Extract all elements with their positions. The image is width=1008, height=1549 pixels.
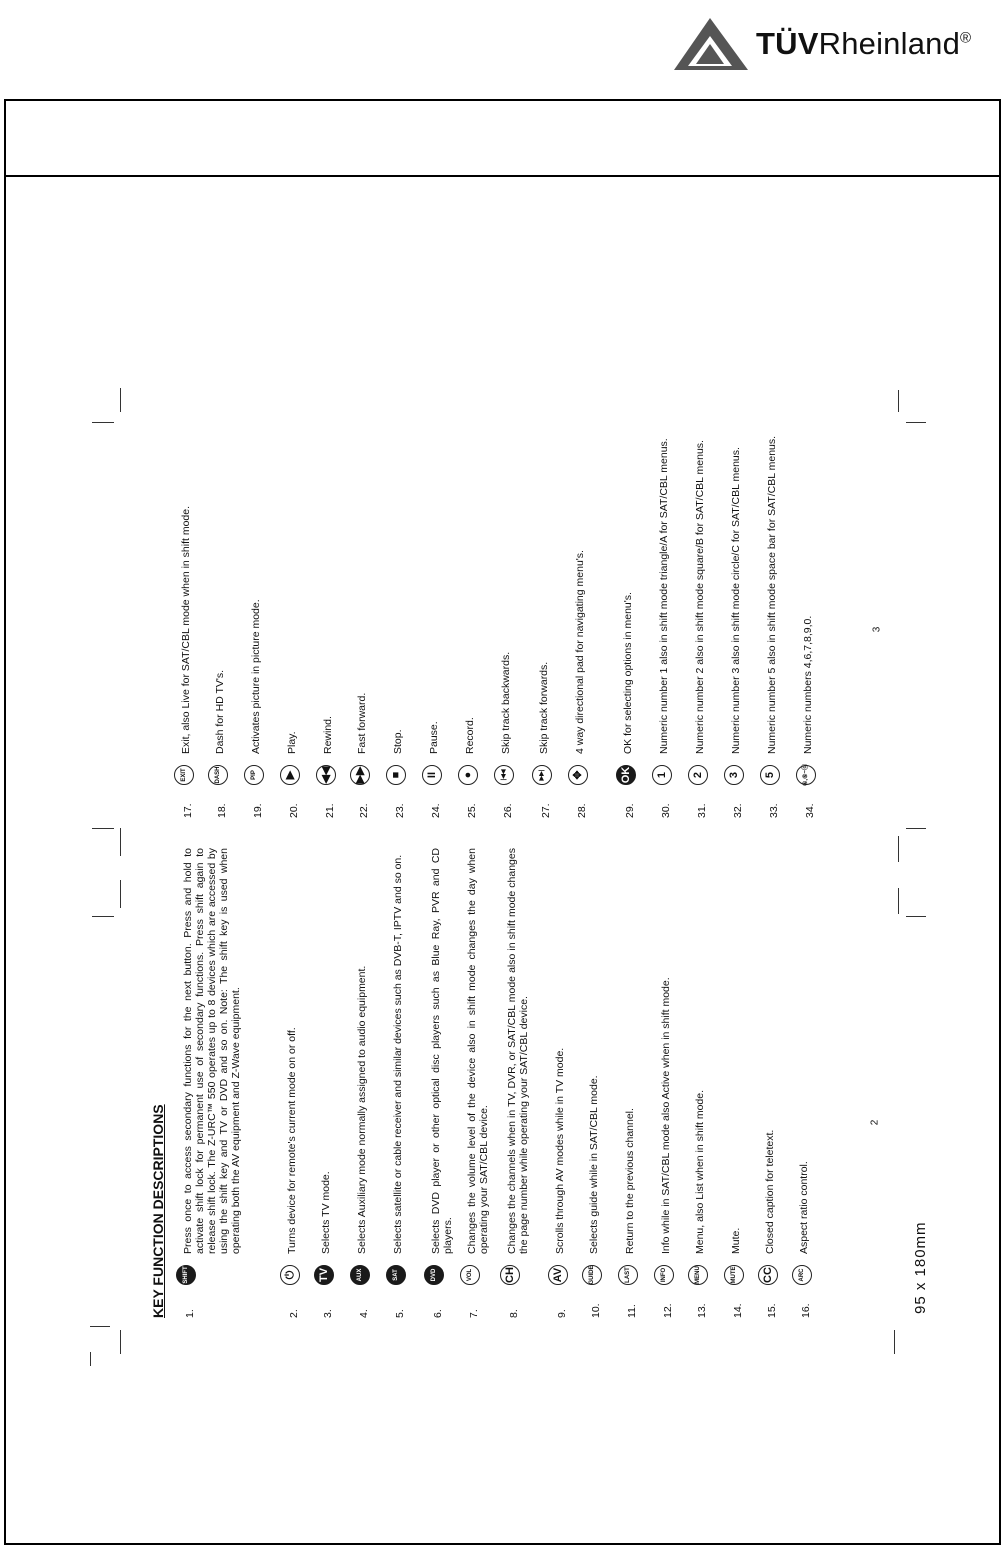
list-item bbox=[176, 848, 280, 1318]
left-item-list bbox=[176, 848, 826, 1318]
item-description: Press once to access secondary functions for the next button. Press and hold to activate shift lock for permanent use of secondary functions. Press shift again to release shift lock. The Z-URC™ 550 operates up to 8 devices which are accessed by using the shift key and TV or DVD and so on. Note: The shift key is used when operating both the AV equipment and Z-Wave equipment. bbox=[182, 848, 242, 1254]
item-description: Menu, also List when in shift mode. bbox=[694, 1089, 706, 1254]
crop-mark bbox=[120, 1330, 121, 1354]
item-description: Changes the volume level of the device also in shift mode changes the day when operating your SAT/CBL device. bbox=[466, 848, 490, 1254]
item-number: 4. bbox=[358, 1309, 370, 1318]
triangle-logo-icon bbox=[672, 14, 752, 74]
-button-icon: ◀◀ bbox=[316, 765, 336, 785]
list-item bbox=[532, 348, 568, 818]
item-number: 15. bbox=[766, 1303, 778, 1318]
item-description: Numeric number 5 also in shift mode space bar for SAT/CBL menus. bbox=[766, 435, 778, 754]
list-item bbox=[618, 848, 654, 1318]
item-description: Skip track forwards. bbox=[538, 661, 550, 754]
item-number: 21. bbox=[324, 803, 336, 818]
crop-mark bbox=[906, 916, 926, 917]
list-item bbox=[616, 348, 652, 818]
item-number: 27. bbox=[540, 803, 552, 818]
item-description: Record. bbox=[464, 717, 476, 754]
item-description: Skip track backwards. bbox=[500, 651, 512, 754]
av-button-icon: AV bbox=[548, 1265, 568, 1285]
item-description: 4 way directional pad for navigating menu's. bbox=[574, 550, 586, 754]
-button-icon: ④,⑥~⓪ bbox=[796, 765, 816, 785]
list-item bbox=[760, 348, 796, 818]
list-item bbox=[280, 348, 316, 818]
list-item bbox=[280, 848, 314, 1318]
list-item bbox=[688, 848, 724, 1318]
list-item bbox=[458, 348, 494, 818]
item-number: 25. bbox=[466, 803, 478, 818]
crop-mark bbox=[894, 1330, 895, 1354]
list-item bbox=[460, 848, 500, 1318]
5-button-icon: 5 bbox=[760, 765, 780, 785]
pip-button-icon: PIP bbox=[244, 765, 264, 785]
list-item bbox=[494, 348, 532, 818]
crop-mark bbox=[92, 422, 114, 423]
item-description: Rewind. bbox=[322, 716, 334, 754]
-button-icon: ▶▶ bbox=[350, 765, 370, 785]
list-item bbox=[652, 348, 688, 818]
item-description: Stop. bbox=[392, 729, 404, 754]
item-number: 9. bbox=[556, 1309, 568, 1318]
page-number-left: 2 bbox=[869, 1119, 881, 1126]
crop-mark bbox=[90, 1352, 91, 1366]
3-button-icon: 3 bbox=[724, 765, 744, 785]
-button-icon: |◀◀ bbox=[494, 765, 514, 785]
item-number: 32. bbox=[732, 803, 744, 818]
list-item bbox=[796, 348, 830, 818]
item-number: 22. bbox=[358, 803, 370, 818]
-button-icon: ✥ bbox=[568, 765, 588, 785]
item-number: 30. bbox=[660, 803, 672, 818]
list-item bbox=[174, 348, 208, 818]
item-description: Return to the previous channel. bbox=[624, 1108, 636, 1254]
item-number: 14. bbox=[732, 1303, 744, 1318]
item-description: Numeric number 3 also in shift mode circle/C for SAT/CBL menus. bbox=[730, 447, 742, 754]
list-item bbox=[724, 348, 760, 818]
crop-mark bbox=[92, 916, 114, 917]
list-item bbox=[724, 848, 758, 1318]
item-number: 26. bbox=[502, 803, 514, 818]
list-item bbox=[582, 848, 618, 1318]
list-item bbox=[350, 348, 386, 818]
dash-button-icon: DASH bbox=[208, 765, 228, 785]
item-description: Selects TV mode. bbox=[320, 1171, 332, 1254]
crop-mark bbox=[120, 388, 121, 412]
item-number: 8. bbox=[508, 1309, 520, 1318]
crop-mark bbox=[898, 888, 899, 914]
item-description: Turns device for remote's current mode on or off. bbox=[286, 1027, 298, 1254]
crop-mark bbox=[898, 390, 899, 412]
item-description: Selects DVD player or other optical disc players such as Blue Ray, PVR and CD players. bbox=[430, 848, 454, 1254]
aux-button-icon: AUX bbox=[350, 1265, 370, 1285]
item-description: Changes the channels when in TV, DVR, or SAT/CBL mode also in shift mode changes the page number while operating your SAT/CBL device. bbox=[506, 848, 530, 1254]
dvd-button-icon: DVD bbox=[424, 1265, 444, 1285]
last-button-icon: LAST bbox=[618, 1265, 638, 1285]
item-description: Numeric number 2 also in shift mode square/B for SAT/CBL menus. bbox=[694, 440, 706, 754]
mute-button-icon: MUTE bbox=[724, 1265, 744, 1285]
item-number: 11. bbox=[626, 1304, 638, 1318]
info-button-icon: INFO bbox=[654, 1265, 674, 1285]
item-number: 18. bbox=[216, 803, 228, 818]
list-item bbox=[386, 848, 424, 1318]
item-number: 7. bbox=[468, 1309, 480, 1318]
item-description: OK for selecting options in menu's. bbox=[622, 592, 634, 754]
item-description: Closed caption for teletext. bbox=[764, 1129, 776, 1254]
logo-brand-regular: Rheinland bbox=[818, 26, 961, 61]
sat-button-icon: SAT bbox=[386, 1265, 406, 1285]
shift-button-icon: SHIFT bbox=[176, 1265, 196, 1285]
item-number: 19. bbox=[252, 803, 264, 818]
-button-icon: ▶▶| bbox=[532, 765, 552, 785]
item-number: 29. bbox=[624, 803, 636, 818]
item-description: Selects Auxiliary mode normally assigned to audio equipment. bbox=[356, 965, 368, 1254]
item-description: Fast forward. bbox=[356, 692, 368, 754]
item-description: Mute. bbox=[730, 1227, 742, 1254]
2-button-icon: 2 bbox=[688, 765, 708, 785]
item-number: 6. bbox=[432, 1309, 444, 1318]
item-description: Dash for HD TV's. bbox=[214, 669, 226, 754]
list-item bbox=[792, 848, 826, 1318]
item-number: 12. bbox=[662, 1303, 674, 1318]
item-number: 17. bbox=[182, 803, 194, 818]
ok-button-icon: OK bbox=[616, 765, 636, 785]
item-description: Selects guide while in SAT/CBL mode. bbox=[588, 1075, 600, 1254]
list-item bbox=[316, 348, 350, 818]
crop-mark bbox=[898, 836, 899, 862]
arc-button-icon: ARC bbox=[792, 1265, 812, 1285]
item-number: 5. bbox=[394, 1309, 406, 1318]
tv-button-icon: TV bbox=[314, 1265, 334, 1285]
item-number: 23. bbox=[394, 803, 406, 818]
item-number: 3. bbox=[322, 1309, 334, 1318]
list-item bbox=[422, 348, 458, 818]
ii-button-icon: II bbox=[422, 765, 442, 785]
item-number: 1. bbox=[184, 1309, 196, 1318]
item-number: 20. bbox=[288, 803, 300, 818]
header-row bbox=[6, 101, 999, 177]
item-description: Play. bbox=[286, 731, 298, 754]
item-description: Pause. bbox=[428, 721, 440, 754]
item-description: Activates picture in picture mode. bbox=[250, 599, 262, 754]
logo-brand-bold: TÜV bbox=[756, 26, 819, 61]
item-description: Exit, also Live for SAT/CBL mode when in shift mode. bbox=[180, 505, 192, 754]
rotated-content bbox=[150, 358, 816, 1318]
left-column bbox=[150, 848, 826, 1318]
list-item bbox=[568, 348, 616, 818]
list-item bbox=[500, 848, 548, 1318]
list-item bbox=[386, 348, 422, 818]
item-description: Info while in SAT/CBL mode also Active when in shift mode. bbox=[660, 977, 672, 1254]
size-label: 95 x 180mm bbox=[912, 1221, 929, 1314]
list-item bbox=[654, 848, 688, 1318]
right-column bbox=[150, 348, 830, 818]
list-item bbox=[314, 848, 350, 1318]
item-number: 13. bbox=[696, 1303, 708, 1318]
item-number: 10. bbox=[590, 1303, 602, 1318]
page-title: KEY FUNCTION DESCRIPTIONS bbox=[150, 1104, 166, 1318]
cc-button-icon: CC bbox=[758, 1265, 778, 1285]
ch-button-icon: CH bbox=[500, 1265, 520, 1285]
list-item bbox=[244, 348, 280, 818]
list-item bbox=[424, 848, 460, 1318]
vol-button-icon: VOL bbox=[460, 1265, 480, 1285]
item-description: Aspect ratio control. bbox=[798, 1161, 810, 1254]
list-item bbox=[208, 348, 244, 818]
item-description: Numeric numbers 4,6,7,8,9,0. bbox=[802, 615, 814, 754]
item-number: 33. bbox=[768, 803, 780, 818]
-button-icon: ■ bbox=[386, 765, 406, 785]
list-item bbox=[758, 848, 792, 1318]
right-item-list bbox=[174, 348, 830, 818]
crop-mark bbox=[90, 1326, 110, 1327]
item-description: Numeric number 1 also in shift mode triangle/A for SAT/CBL menus. bbox=[658, 438, 670, 754]
1-button-icon: 1 bbox=[652, 765, 672, 785]
-button-icon: ⏻ bbox=[280, 1265, 300, 1285]
list-item bbox=[548, 848, 582, 1318]
crop-mark bbox=[92, 828, 114, 829]
list-item bbox=[688, 348, 724, 818]
tuv-rheinland-logo bbox=[672, 14, 1002, 74]
crop-mark bbox=[906, 422, 926, 423]
item-number: 16. bbox=[800, 1303, 812, 1318]
item-number: 34. bbox=[804, 803, 816, 818]
-button-icon: ▶ bbox=[280, 765, 300, 785]
crop-mark bbox=[120, 828, 121, 856]
exit-button-icon: EXIT bbox=[174, 765, 194, 785]
item-description: Scrolls through AV modes while in TV mode. bbox=[554, 1047, 566, 1254]
logo-registered: ® bbox=[960, 29, 972, 47]
item-number: 2. bbox=[288, 1309, 300, 1318]
menu-button-icon: MENU bbox=[688, 1265, 708, 1285]
crop-mark bbox=[906, 828, 926, 829]
list-item bbox=[350, 848, 386, 1318]
item-description: Selects satellite or cable receiver and similar devices such as DVB-T, IPTV and so on. bbox=[392, 854, 404, 1254]
page-number-right: 3 bbox=[871, 626, 883, 633]
-button-icon: ● bbox=[458, 765, 478, 785]
item-number: 24. bbox=[430, 803, 442, 818]
item-number: 31. bbox=[696, 803, 708, 818]
item-number: 28. bbox=[576, 803, 588, 818]
guide-button-icon: GUIDE bbox=[582, 1265, 602, 1285]
crop-mark bbox=[120, 880, 121, 908]
